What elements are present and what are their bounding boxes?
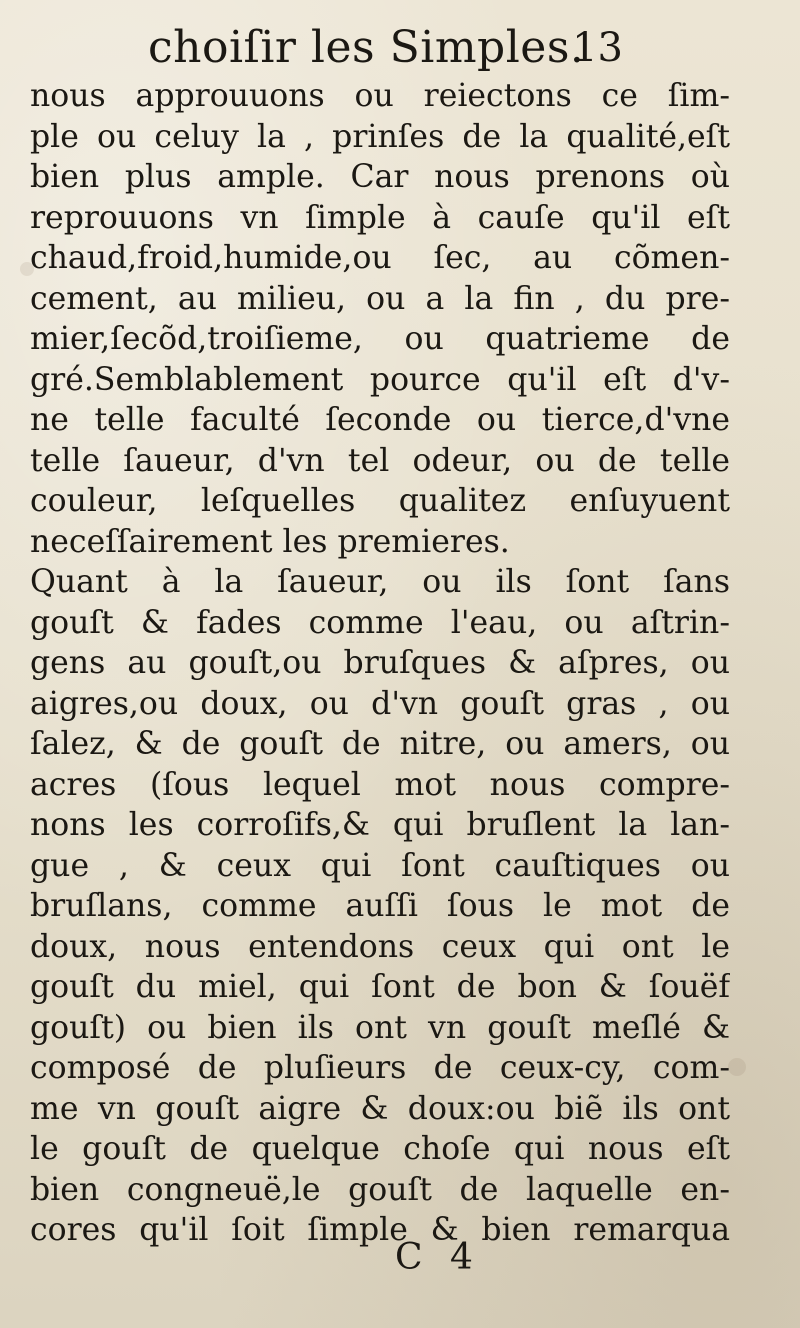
- text-line: ſalez, & de gouſt de nitre, ou amers, ou: [30, 726, 730, 762]
- text-line: mier,ſecõd,troiſieme, ou quatrieme de: [30, 321, 730, 357]
- body-text: [30, 76, 730, 1251]
- text-line: doux, nous entendons ceux qui ont le: [30, 928, 730, 965]
- text-line: bien plus ample. Car nous prenons où: [30, 159, 730, 195]
- signature-mark: C 4: [395, 1237, 481, 1278]
- text-line: nous approuuons ou reiectons ce ſim-: [30, 78, 730, 114]
- text-line: Quant à la ſaueur, ou ils ſont ſans: [30, 564, 730, 600]
- text-line: gouſt & fades comme l'eau, ou aſtrin-: [30, 604, 730, 641]
- paper-stain: [728, 1058, 746, 1076]
- text-line: gue , & ceux qui ſont cauſtiques ou: [30, 847, 730, 884]
- text-line: ne telle faculté ſeconde ou tierce,d'vne: [30, 402, 730, 438]
- text-line: gouſt du miel, qui ſont de bon & ſouëf: [30, 969, 730, 1005]
- text-line: gré.Semblablement pource qu'il eſt d'v-: [30, 361, 730, 398]
- text-line: gouſt) ou bien ils ont vn gouſt meſlé &: [30, 1009, 730, 1046]
- page-number: 13: [572, 25, 623, 71]
- text-line: acres (ſous lequel mot nous compre-: [30, 766, 730, 803]
- text-line: me vn gouſt aigre & doux:ou biẽ ils ont: [30, 1090, 730, 1127]
- text-line: nons les corroſifs,& qui bruſlent la lan-: [30, 807, 730, 843]
- text-line: cement, au milieu, ou a la fin , du pre-: [30, 280, 730, 317]
- text-line: composé de pluſieurs de ceux-cy, com-: [30, 1050, 730, 1086]
- text-line: aigres,ou doux, ou d'vn gouſt gras , ou: [30, 685, 730, 722]
- text-line: chaud,froid,humide,ou ſec, au cõmen-: [30, 240, 730, 276]
- text-line: telle ſaueur, d'vn tel odeur, ou de telle: [30, 442, 730, 479]
- text-line: reprouuons vn ſimple à cauſe qu'il eſt: [30, 199, 730, 236]
- text-line: bien congneuë,le gouſt de laquelle en-: [30, 1171, 730, 1208]
- text-line: gens au gouſt,ou bruſques & aſpres, ou: [30, 645, 730, 681]
- text-line: couleur, leſquelles qualitez enſuyuent: [30, 483, 730, 519]
- running-head: [148, 18, 623, 78]
- text-line: cores qu'il ſoit ſimple & bien remarqua: [30, 1212, 730, 1248]
- text-line: neceſſairement les premieres.: [30, 523, 510, 560]
- text-line: bruſlans, comme auſſi ſous le mot de: [30, 888, 730, 924]
- running-title: choiſir les Simples.: [148, 22, 585, 73]
- text-line: le gouſt de quelque choſe qui nous eſt: [30, 1131, 730, 1167]
- text-line: ple ou celuy la , prinſes de la qualité,eſt: [30, 118, 730, 155]
